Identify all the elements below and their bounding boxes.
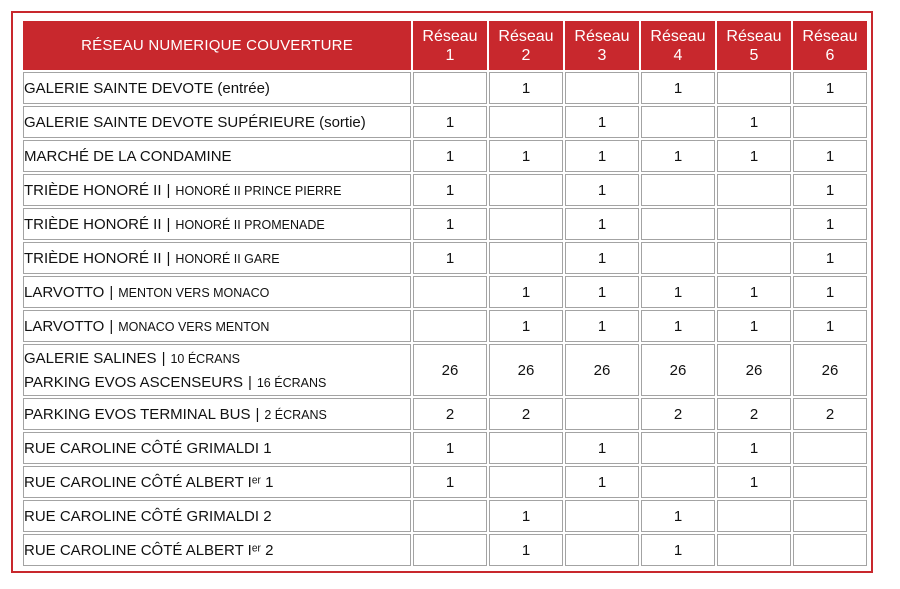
- header-network-3: [565, 21, 639, 70]
- location-cell: [23, 276, 411, 308]
- network-3-cell: 1: [565, 432, 639, 464]
- network-4-cell: [641, 174, 715, 206]
- network-3-cell: [565, 534, 639, 566]
- network-4-cell: 1: [641, 72, 715, 104]
- location-cell: [23, 534, 411, 566]
- table-body: [23, 72, 867, 566]
- network-6-cell: 1: [793, 72, 867, 104]
- location-name: GALERIE SAINTE DEVOTE (entrée): [24, 79, 270, 97]
- location-line: [24, 350, 410, 367]
- network-4-cell: 2: [641, 398, 715, 430]
- network-1-cell: 1: [413, 466, 487, 498]
- location-name: MARCHÉ DE LA CONDAMINE: [24, 147, 232, 165]
- separator: |: [166, 215, 171, 233]
- network-5-cell: [717, 72, 791, 104]
- network-1-cell: 1: [413, 242, 487, 274]
- network-number: 5: [749, 46, 759, 64]
- network-1-cell: 1: [413, 432, 487, 464]
- network-number: 3: [597, 46, 607, 64]
- location-line: [24, 250, 280, 267]
- location-detail: MENTON VERS MONACO: [118, 285, 270, 300]
- location-name: GALERIE SALINES: [24, 349, 157, 367]
- header-network-4: [641, 21, 715, 70]
- network-4-cell: [641, 466, 715, 498]
- network-2-cell: [489, 208, 563, 240]
- network-word: Réseau: [498, 27, 554, 45]
- table-row: [23, 140, 867, 172]
- network-1-cell: 1: [413, 174, 487, 206]
- location-name: LARVOTTO: [24, 283, 105, 301]
- network-5-cell: [717, 500, 791, 532]
- header-main: RÉSEAU NUMERIQUE COUVERTURE: [23, 21, 411, 70]
- table-row: [23, 174, 867, 206]
- location-cell: [23, 344, 411, 396]
- network-2-cell: 1: [489, 72, 563, 104]
- location-line: [24, 508, 272, 525]
- location-line: [24, 148, 232, 165]
- network-5-cell: 1: [717, 310, 791, 342]
- location-line: [24, 284, 269, 301]
- location-cell: [23, 72, 411, 104]
- network-5-cell: 1: [717, 106, 791, 138]
- network-word: Réseau: [726, 27, 782, 45]
- header-network-1: [413, 21, 487, 70]
- header-network-2: [489, 21, 563, 70]
- location-detail: HONORÉ II PROMENADE: [175, 217, 325, 232]
- separator: |: [166, 181, 171, 199]
- network-5-cell: 1: [717, 466, 791, 498]
- network-2-cell: 1: [489, 500, 563, 532]
- table-row: [23, 276, 867, 308]
- network-5-cell: 26: [717, 344, 791, 396]
- header-network-6: [793, 21, 867, 70]
- network-3-cell: 1: [565, 242, 639, 274]
- table-row: [23, 432, 867, 464]
- network-number: 2: [521, 46, 531, 64]
- location-name: TRIÈDE HONORÉ II: [24, 181, 162, 199]
- network-6-cell: [793, 106, 867, 138]
- network-6-cell: [793, 466, 867, 498]
- location-name: LARVOTTO: [24, 317, 105, 335]
- location-cell: [23, 500, 411, 532]
- network-3-cell: 1: [565, 310, 639, 342]
- network-1-cell: 1: [413, 208, 487, 240]
- location-name: RUE CAROLINE CÔTÉ GRIMALDI 2: [24, 507, 272, 525]
- network-1-cell: [413, 276, 487, 308]
- network-6-cell: 2: [793, 398, 867, 430]
- network-2-cell: [489, 242, 563, 274]
- network-1-cell: [413, 534, 487, 566]
- network-2-cell: [489, 174, 563, 206]
- table-row: [23, 398, 867, 430]
- location-line: [24, 374, 410, 391]
- network-word: Réseau: [802, 27, 858, 45]
- network-5-cell: 1: [717, 432, 791, 464]
- location-detail: 16 ÉCRANS: [256, 375, 327, 390]
- separator: |: [109, 283, 114, 301]
- header-row: [23, 21, 867, 70]
- network-5-cell: 1: [717, 276, 791, 308]
- network-3-cell: [565, 72, 639, 104]
- table-row: [23, 72, 867, 104]
- network-2-cell: 1: [489, 140, 563, 172]
- header-network-5: [717, 21, 791, 70]
- network-4-cell: [641, 208, 715, 240]
- location-name: RUE CAROLINE CÔTÉ ALBERT Iᵉʳ 2: [24, 541, 274, 559]
- location-detail: MONACO VERS MENTON: [118, 319, 270, 334]
- network-6-cell: 1: [793, 174, 867, 206]
- network-1-cell: [413, 310, 487, 342]
- location-line: [24, 114, 366, 131]
- network-2-cell: [489, 432, 563, 464]
- network-3-cell: 1: [565, 174, 639, 206]
- network-word: Réseau: [574, 27, 630, 45]
- network-1-cell: [413, 500, 487, 532]
- network-1-cell: 1: [413, 140, 487, 172]
- network-6-cell: 1: [793, 310, 867, 342]
- location-cell: [23, 140, 411, 172]
- separator: |: [166, 249, 171, 267]
- location-line: [24, 318, 269, 335]
- location-name: GALERIE SAINTE DEVOTE SUPÉRIEURE (sortie): [24, 113, 366, 131]
- separator: |: [247, 373, 252, 391]
- coverage-table: [21, 19, 869, 568]
- network-5-cell: 2: [717, 398, 791, 430]
- network-2-cell: [489, 106, 563, 138]
- location-cell: [23, 310, 411, 342]
- network-4-cell: 26: [641, 344, 715, 396]
- location-line: [24, 182, 341, 199]
- location-line: [24, 542, 274, 559]
- network-3-cell: 1: [565, 466, 639, 498]
- network-5-cell: [717, 242, 791, 274]
- network-1-cell: 2: [413, 398, 487, 430]
- network-1-cell: [413, 72, 487, 104]
- table-row: [23, 466, 867, 498]
- location-line: [24, 80, 270, 97]
- location-cell: [23, 106, 411, 138]
- separator: |: [109, 317, 114, 335]
- network-6-cell: 1: [793, 276, 867, 308]
- network-4-cell: 1: [641, 276, 715, 308]
- network-4-cell: [641, 432, 715, 464]
- network-5-cell: 1: [717, 140, 791, 172]
- network-2-cell: 1: [489, 276, 563, 308]
- separator: |: [255, 405, 260, 423]
- network-4-cell: [641, 242, 715, 274]
- coverage-table-frame: [11, 11, 873, 573]
- table-row: [23, 500, 867, 532]
- network-word: Réseau: [650, 27, 706, 45]
- table-row: [23, 106, 867, 138]
- location-name: TRIÈDE HONORÉ II: [24, 215, 162, 233]
- location-line: [24, 474, 274, 491]
- location-name: RUE CAROLINE CÔTÉ GRIMALDI 1: [24, 439, 272, 457]
- network-6-cell: 1: [793, 140, 867, 172]
- network-2-cell: [489, 466, 563, 498]
- network-3-cell: 26: [565, 344, 639, 396]
- network-2-cell: 1: [489, 534, 563, 566]
- location-name: TRIÈDE HONORÉ II: [24, 249, 162, 267]
- network-4-cell: [641, 106, 715, 138]
- network-3-cell: [565, 398, 639, 430]
- network-6-cell: 1: [793, 242, 867, 274]
- network-3-cell: 1: [565, 208, 639, 240]
- location-detail: HONORÉ II GARE: [175, 251, 280, 266]
- location-name: RUE CAROLINE CÔTÉ ALBERT Iᵉʳ 1: [24, 473, 274, 491]
- location-detail: 10 ÉCRANS: [170, 351, 240, 366]
- network-2-cell: 1: [489, 310, 563, 342]
- network-1-cell: 26: [413, 344, 487, 396]
- network-number: 4: [673, 46, 683, 64]
- location-line: [24, 440, 272, 457]
- location-name: PARKING EVOS ASCENSEURS: [24, 373, 243, 391]
- network-3-cell: 1: [565, 140, 639, 172]
- location-detail: 2 ÉCRANS: [264, 407, 327, 422]
- network-4-cell: 1: [641, 534, 715, 566]
- network-6-cell: 26: [793, 344, 867, 396]
- network-4-cell: 1: [641, 310, 715, 342]
- location-line: [24, 216, 325, 233]
- location-cell: [23, 242, 411, 274]
- location-line: [24, 406, 327, 423]
- location-cell: [23, 466, 411, 498]
- network-number: 1: [445, 46, 455, 64]
- table-row: [23, 310, 867, 342]
- network-1-cell: 1: [413, 106, 487, 138]
- network-number: 6: [825, 46, 835, 64]
- network-6-cell: [793, 500, 867, 532]
- network-3-cell: 1: [565, 276, 639, 308]
- network-2-cell: 26: [489, 344, 563, 396]
- network-4-cell: 1: [641, 140, 715, 172]
- separator: |: [161, 349, 166, 367]
- location-cell: [23, 208, 411, 240]
- location-cell: [23, 174, 411, 206]
- network-6-cell: 1: [793, 208, 867, 240]
- network-3-cell: [565, 500, 639, 532]
- location-name: PARKING EVOS TERMINAL BUS: [24, 405, 251, 423]
- location-detail: HONORÉ II PRINCE PIERRE: [175, 183, 342, 198]
- network-6-cell: [793, 534, 867, 566]
- table-row: [23, 208, 867, 240]
- location-cell: [23, 398, 411, 430]
- network-2-cell: 2: [489, 398, 563, 430]
- network-5-cell: [717, 174, 791, 206]
- network-6-cell: [793, 432, 867, 464]
- network-3-cell: 1: [565, 106, 639, 138]
- network-5-cell: [717, 534, 791, 566]
- network-4-cell: 1: [641, 500, 715, 532]
- network-5-cell: [717, 208, 791, 240]
- location-cell: [23, 432, 411, 464]
- network-word: Réseau: [422, 27, 478, 45]
- table-row: [23, 344, 867, 396]
- table-row: [23, 242, 867, 274]
- table-row: [23, 534, 867, 566]
